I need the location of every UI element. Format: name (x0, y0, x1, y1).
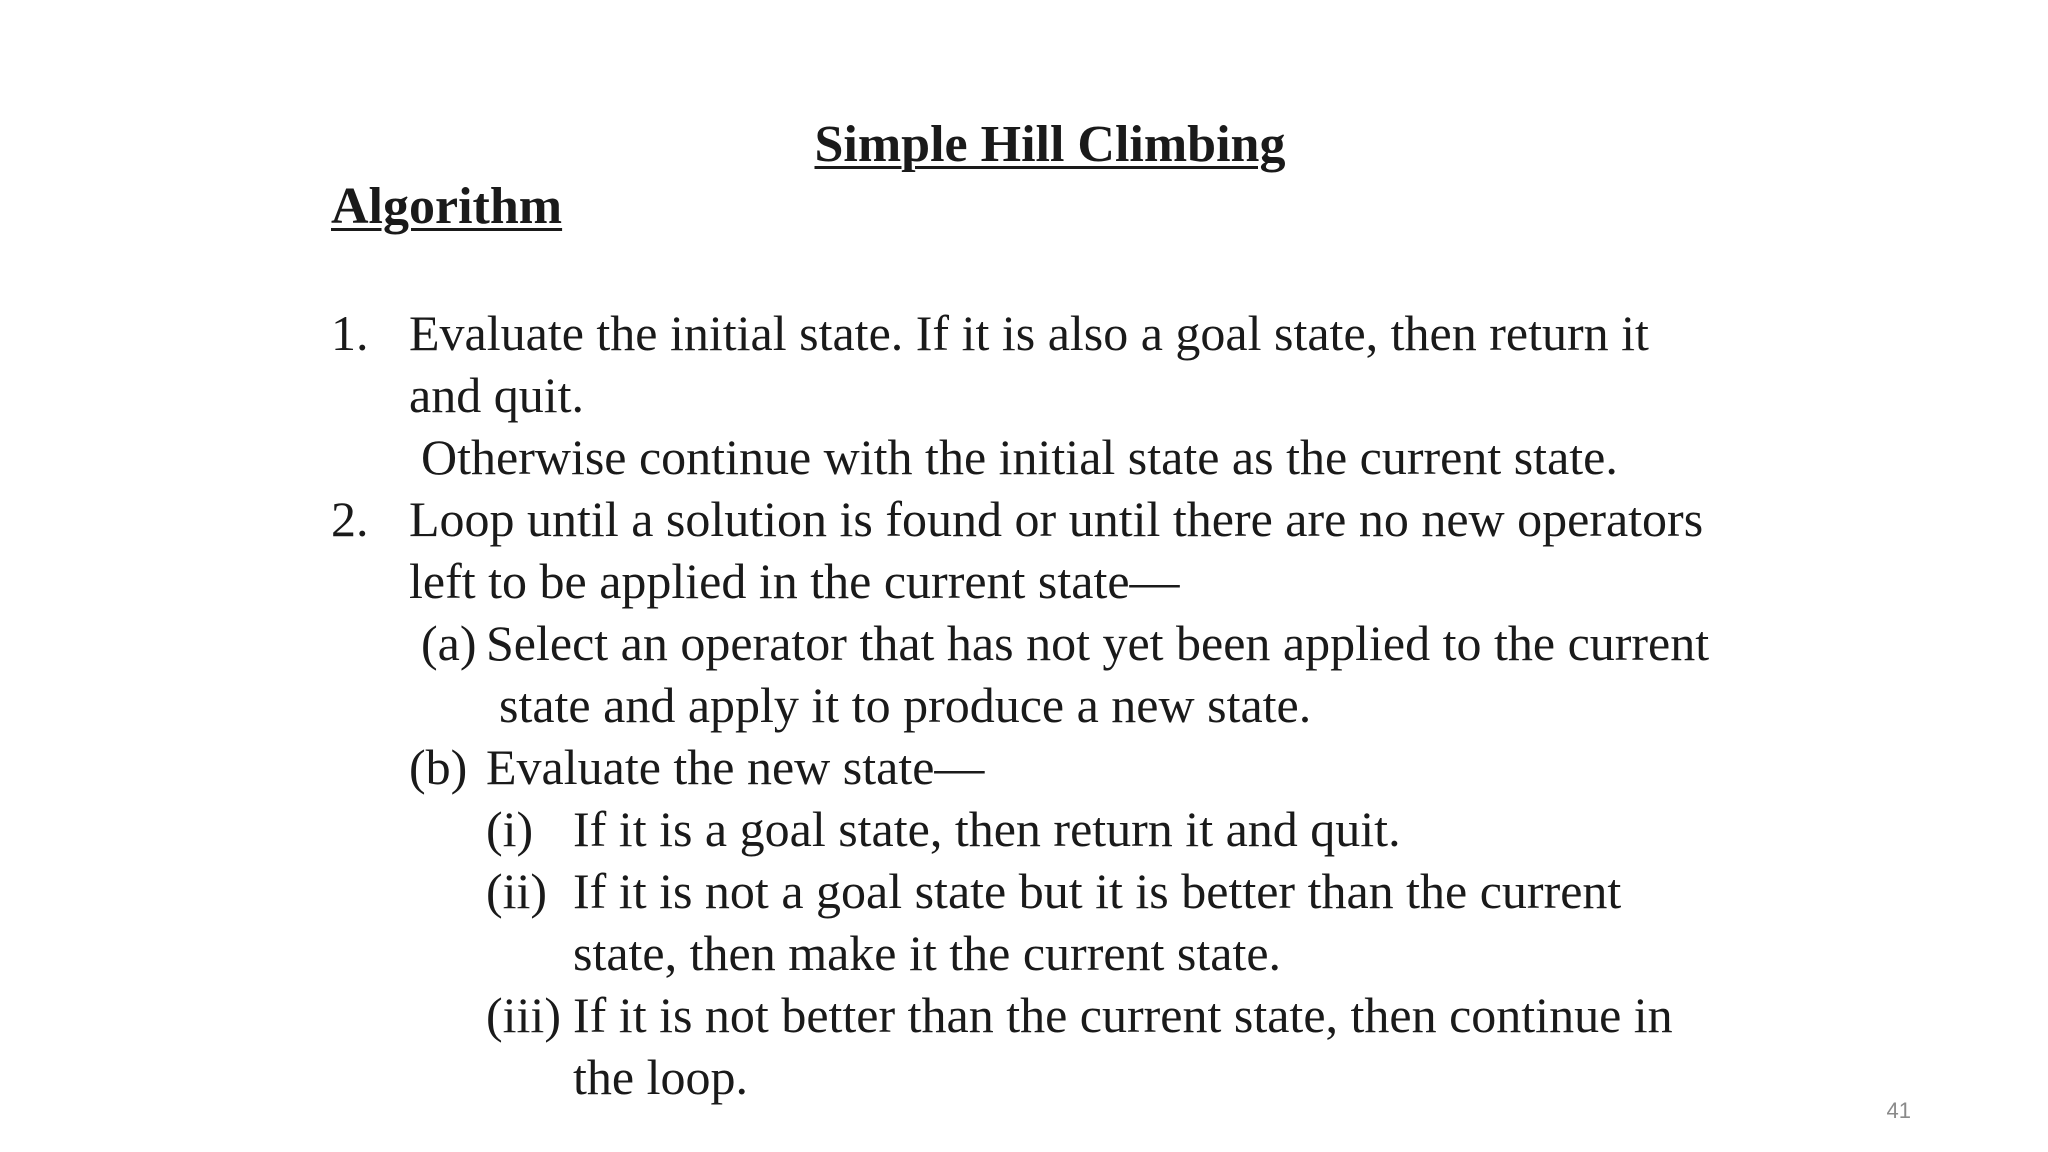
substep-a-line-2: state and apply it to produce a new state. (499, 677, 1312, 733)
step-2-number: 2. (331, 491, 369, 547)
step-1-line-1: Evaluate the initial state. If it is also a goal state, then return it (409, 305, 1649, 361)
substep-iii-line-2: the loop. (573, 1049, 748, 1105)
step-2-line-1: Loop until a solution is found or until there are no new operators (409, 491, 1704, 547)
substep-b-marker: (b) (409, 739, 468, 795)
substep-a-line-1: Select an operator that has not yet been applied to the current (486, 615, 1710, 671)
step-2-line-2: left to be applied in the current state— (409, 553, 1180, 609)
substep-iii-line-1: If it is not better than the current state, then continue in (573, 987, 1673, 1043)
substep-ii-marker: (ii) (486, 863, 548, 919)
substep-a-marker: (a) (421, 615, 477, 671)
step-1-line-2: and quit. (409, 367, 584, 423)
substep-i-line-1: If it is a goal state, then return it and quit. (573, 801, 1401, 857)
substep-ii-line-2: state, then make it the current state. (573, 925, 1282, 981)
page-number: 41 (1886, 1098, 1911, 1123)
step-1-line-3: Otherwise continue with the initial state as the current state. (421, 429, 1618, 485)
substep-i-marker: (i) (486, 801, 534, 857)
substep-b-line-1: Evaluate the new state— (486, 739, 985, 795)
algorithm-heading: Algorithm (331, 178, 563, 235)
substep-ii-line-1: If it is not a goal state but it is better than the current (573, 863, 1622, 919)
slide-title: Simple Hill Climbing (814, 116, 1286, 173)
substep-iii-marker: (iii) (486, 987, 561, 1043)
step-1-number: 1. (331, 305, 369, 361)
